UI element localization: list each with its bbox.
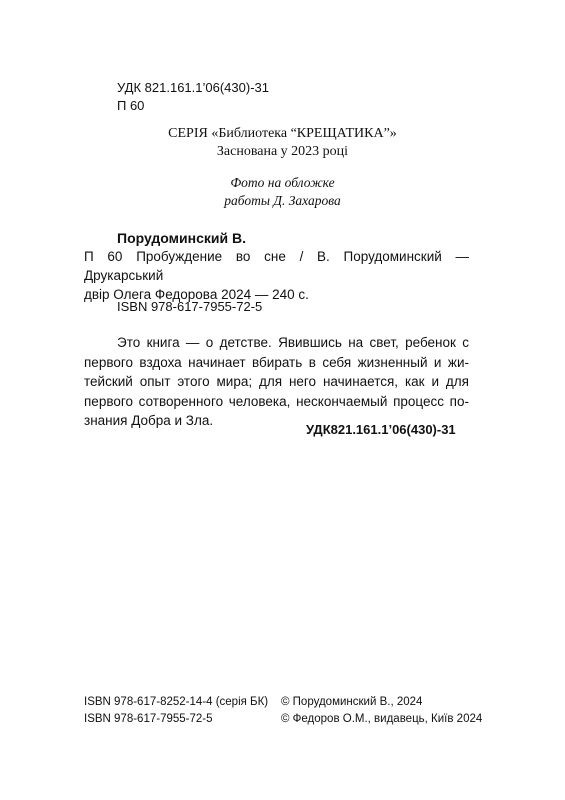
udk-code: УДК 821.161.1’06(430)-31 (117, 80, 269, 95)
series-title: СЕРІЯ «Библиотека “КРЕЩАТИКА”» (168, 126, 397, 141)
author-heading: Порудоминский В. (117, 230, 246, 246)
isbn-book: ISBN 978-617-7955-72-5 (84, 713, 213, 725)
photo-credit-line-1: Фото на обложке (230, 175, 335, 190)
bibliographic-description (84, 247, 469, 304)
biblio-catalog-mark: П 60 (84, 249, 123, 264)
isbn-record: ISBN 978-617-7955-72-5 (117, 299, 263, 314)
biblio-title-text: Пробуждение во сне / В. Порудоминский — Друкарський (84, 249, 469, 283)
photo-credit-line-2: работы Д. Захарова (224, 193, 341, 208)
biblio-line-1 (84, 247, 469, 285)
copyright-publisher: © Федоров О.М., видавець, Київ 2024 (281, 713, 483, 725)
copyright-author: © Порудоминский В., 2024 (281, 696, 423, 708)
udk-right: УДК821.161.1’06(430)-31 (306, 422, 456, 437)
annotation-paragraph: Это книга — о детстве. Явившись на свет, ребенок с первого вздоха начинает вбирать в себя жизненный и житейский опыт этого мира; для него начинается, как и для первого сотворенного человека, нескончаемый процесс познания Добра и Зла. (84, 335, 469, 428)
series-founded: Заснована у 2023 році (216, 144, 349, 159)
catalog-mark: П 60 (117, 98, 145, 113)
isbn-series: ISBN 978-617-8252-14-4 (серія БК) (84, 696, 269, 708)
biblio-publisher-text: двір Олега Федорова 2024 — 240 с. (84, 287, 309, 302)
